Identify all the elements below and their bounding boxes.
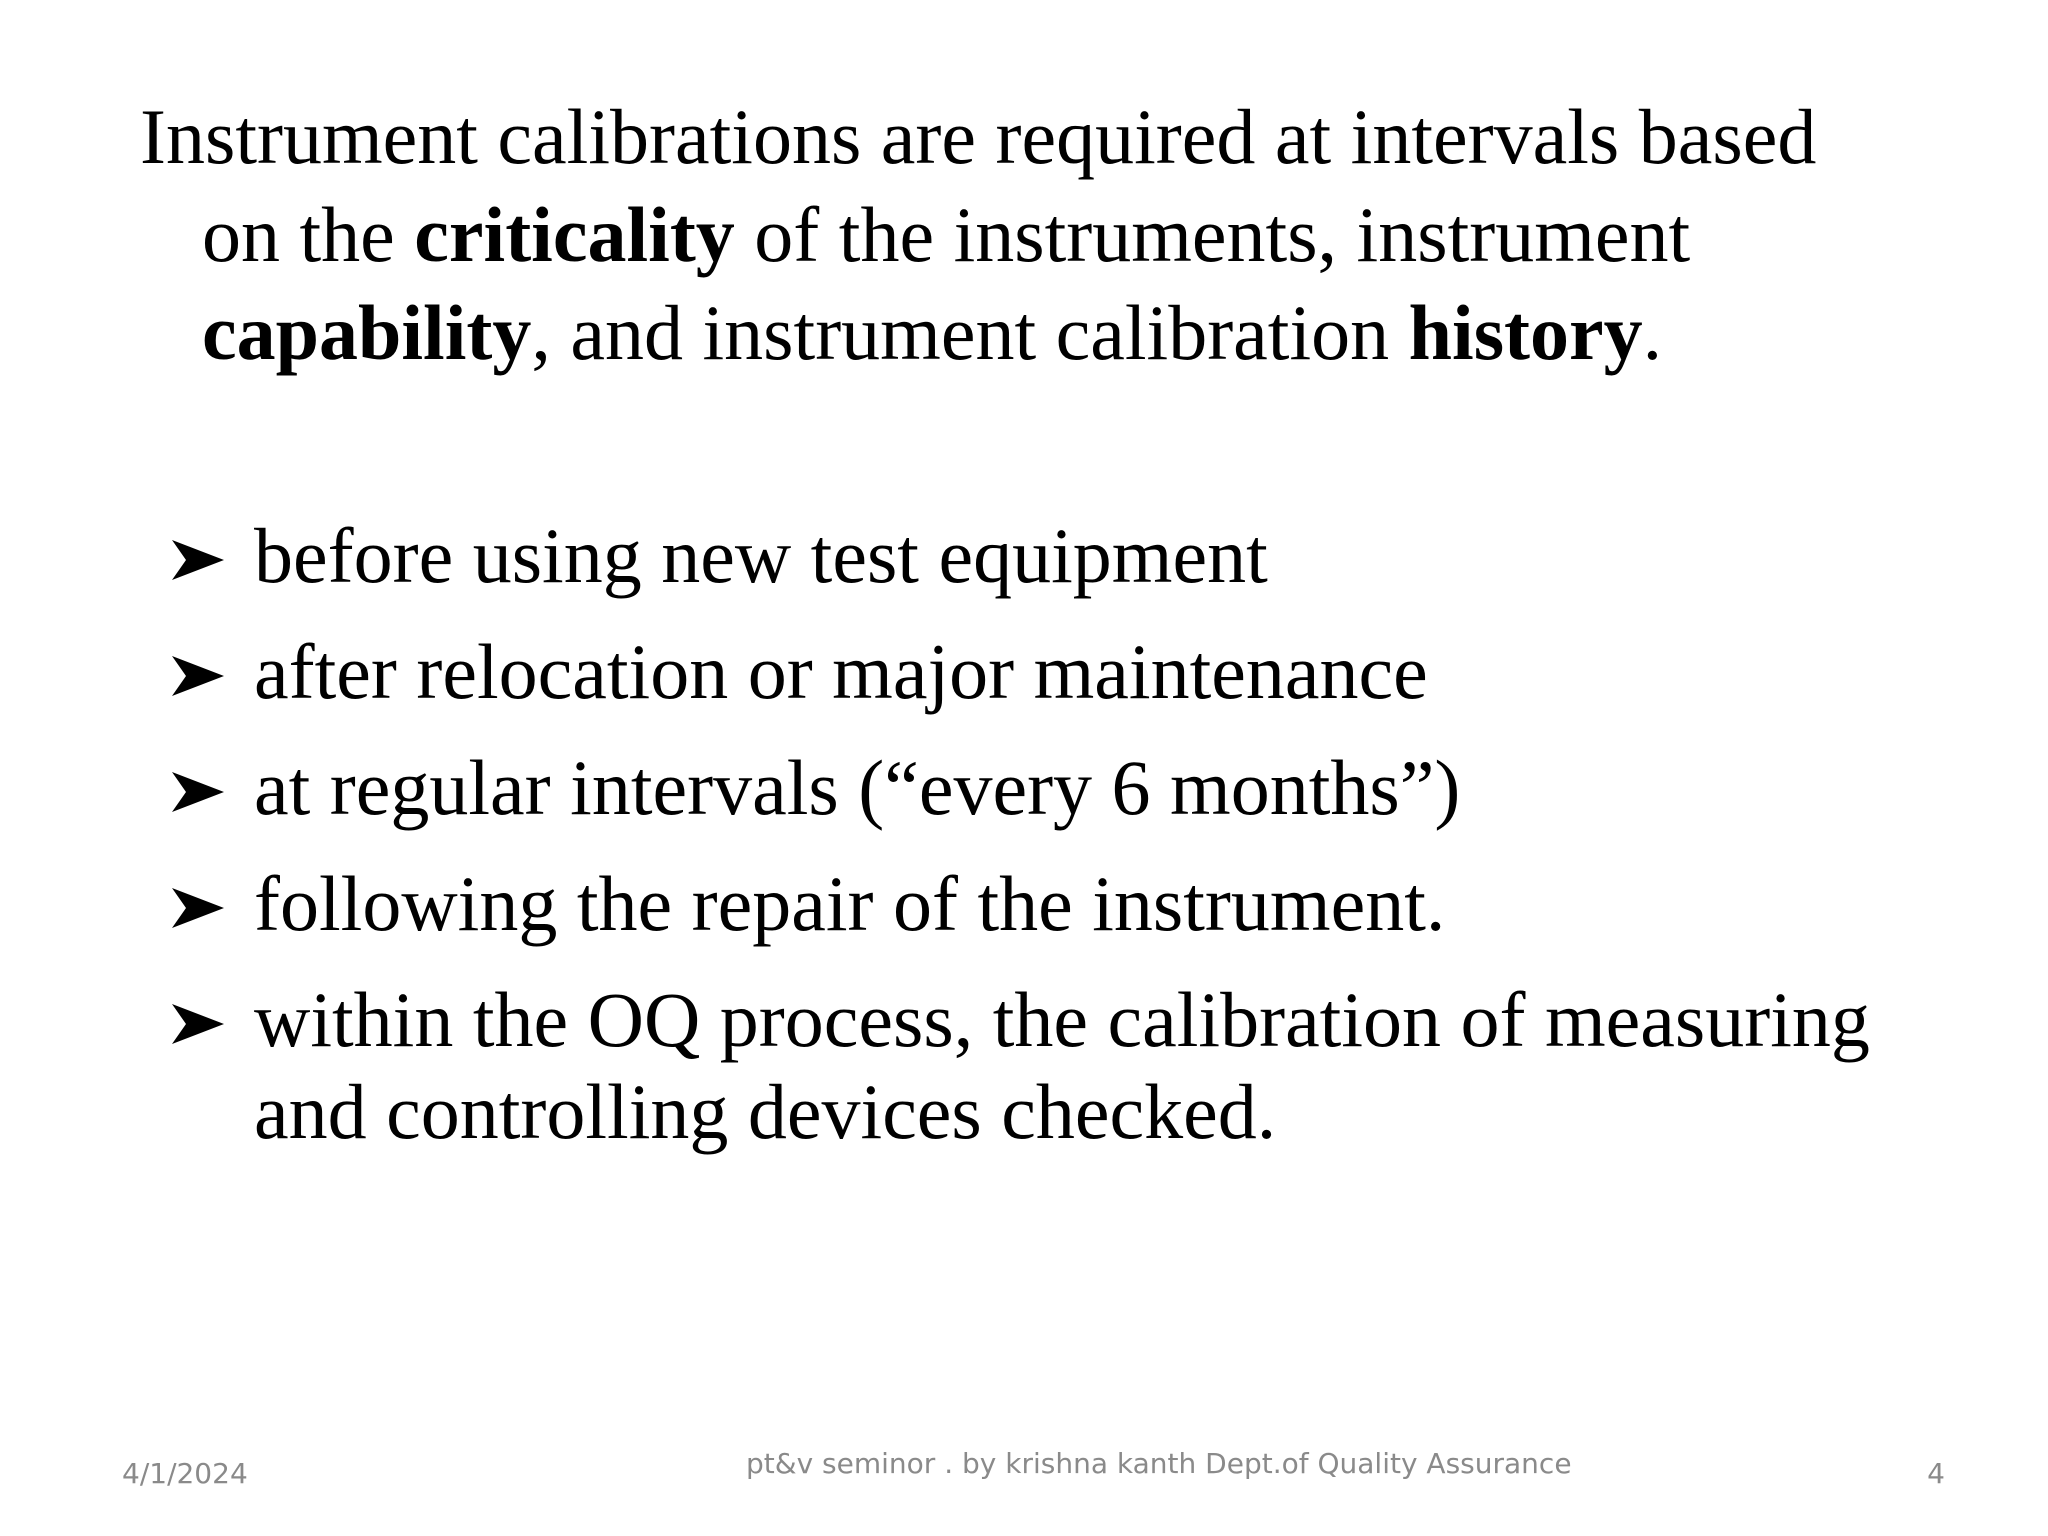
list-item <box>170 626 2010 718</box>
arrowhead-bullet-icon <box>170 1002 226 1046</box>
intro-text: on the <box>202 191 415 278</box>
intro-line-2 <box>140 186 1940 284</box>
intro-text: , and instrument calibration <box>531 289 1409 376</box>
list-item <box>170 510 2010 602</box>
list-item <box>170 974 2010 1158</box>
arrowhead-bullet-icon <box>170 886 226 930</box>
list-item-text: at regular intervals (“every 6 months”) <box>254 744 1461 831</box>
list-item-text: following the repair of the instrument. <box>254 860 1446 947</box>
intro-line-3 <box>140 284 1940 382</box>
list-item-text: after relocation or major maintenance <box>254 628 1428 715</box>
list-item-text: before using new test equipment <box>254 512 1268 599</box>
list-item <box>170 858 2010 950</box>
intro-paragraph <box>140 88 1940 382</box>
slide-number: 4 <box>1927 1457 1945 1490</box>
bullet-list <box>170 510 2010 1182</box>
emphasis-history: history <box>1408 289 1643 376</box>
list-item <box>170 742 2010 834</box>
list-item-text <box>254 974 2010 1158</box>
footer-date: 4/1/2024 <box>122 1457 248 1490</box>
footer-text: pt&v seminor . by krishna kanth Dept.of Quality Assurance <box>746 1447 1572 1480</box>
intro-text: of the instruments, instrument <box>734 191 1691 278</box>
emphasis-capability: capability <box>202 289 532 376</box>
arrowhead-bullet-icon <box>170 770 226 814</box>
intro-text: . <box>1642 289 1663 376</box>
list-item-line: and controlling devices checked. <box>254 1068 1277 1155</box>
intro-line-1: Instrument calibrations are required at intervals based <box>140 93 1817 180</box>
list-item-line: within the OQ process, the calibration of measuring <box>254 976 1870 1063</box>
arrowhead-bullet-icon <box>170 538 226 582</box>
emphasis-criticality: criticality <box>414 191 735 278</box>
arrowhead-bullet-icon <box>170 654 226 698</box>
